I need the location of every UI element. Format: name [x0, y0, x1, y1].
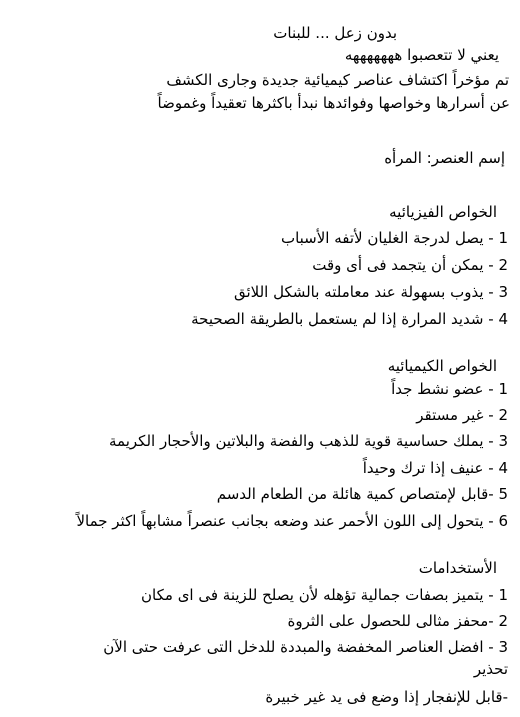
- physical-heading: الخواص الفيزيائيه: [389, 203, 497, 221]
- intro-line: عن أسرارها وخواصها وفوائدها نبدأ باكثرها تعقيداً وغموضاً: [157, 94, 510, 112]
- physical-item-2: 2 - يمكن أن يتجمد فى أى وقت: [312, 256, 508, 274]
- uses-item-2: 2 -محفز مثالى للحصول على الثروة: [287, 612, 508, 630]
- chemical-item-2: 2 - غير مستقر: [416, 406, 508, 424]
- chemical-item-3: 3 - يملك حساسية قوية للذهب والفضة والبلاتين والأحجار الكريمة: [109, 432, 508, 450]
- intro-line: يعني لا تتعصبوا هههههههه: [344, 46, 499, 64]
- chemical-item-5: 5 -قابل لإمتصاص كمية هائلة من الطعام الدسم: [216, 485, 508, 503]
- intro-line: تم مؤخراً اكتشاف عناصر كيميائية جديدة وجارى الكشف: [166, 71, 509, 89]
- physical-item-3: 3 - يذوب بسهولة عند معاملته بالشكل اللائق: [233, 283, 508, 301]
- warning-heading: تحذير: [473, 660, 508, 678]
- chemical-heading: الخواص الكيميائيه: [387, 357, 497, 375]
- chemical-item-4: 4 - عنيف إذا ترك وحيداً: [362, 459, 508, 477]
- uses-item-3: 3 - افضل العناصر المخفضة والمبددة للدخل التى عرفت حتى الآن: [103, 638, 508, 656]
- uses-heading: الأستخدامات: [418, 559, 497, 577]
- physical-item-4: 4 - شديد المرارة إذا لم يستعمل بالطريقة الصحيحة: [191, 310, 508, 328]
- element-name: إسم العنصر: المرأه: [384, 149, 505, 167]
- physical-item-1: 1 - يصل لدرجة الغليان لأتفه الأسباب: [280, 229, 508, 247]
- warning-text: -قابل للإنفجار إذا وضع فى يد غير خبيرة: [265, 688, 508, 706]
- uses-item-1: 1 - يتميز بصفات جمالية تؤهله لأن يصلح للزينة فى اى مكان: [141, 586, 508, 604]
- chemical-item-6: 6 - يتحول إلى اللون الأحمر عند وضعه بجانب عنصراً مشابهاً اكثر جمالاً: [76, 512, 508, 530]
- intro-title: بدون زعل ... للبنات: [273, 24, 397, 42]
- chemical-item-1: 1 - عضو نشط جداً: [391, 380, 508, 398]
